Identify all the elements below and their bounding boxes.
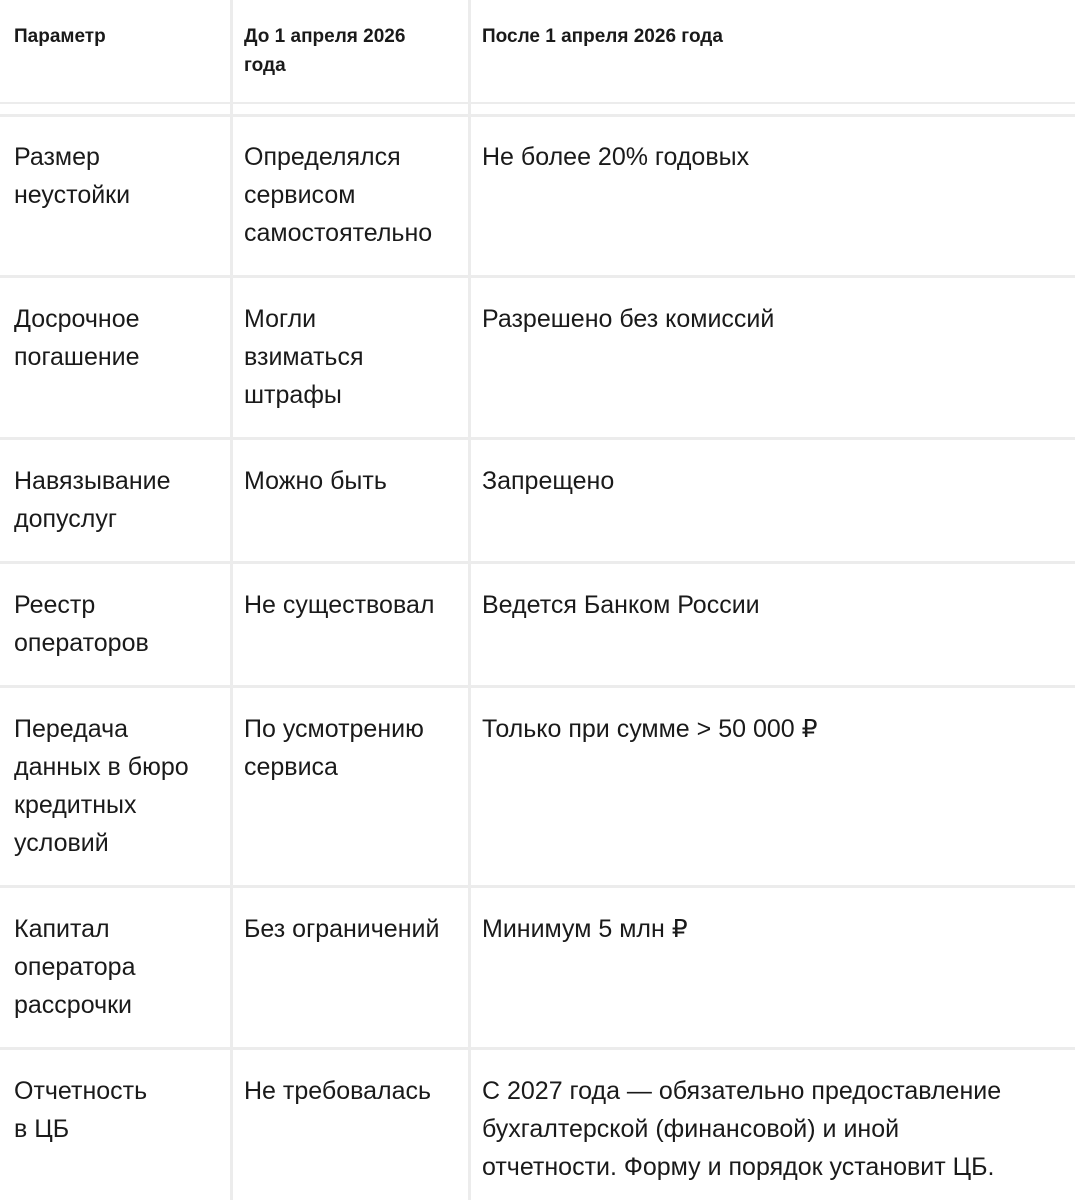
table-row xyxy=(0,440,1075,561)
cell-parameter: Отчетность в ЦБ xyxy=(14,1077,148,1143)
cell-after: Ведется Банком России xyxy=(482,591,760,619)
cell-before: Можно быть xyxy=(244,467,387,495)
table-row xyxy=(0,888,1075,1047)
table-row xyxy=(0,1050,1075,1200)
cell-before: Определялся сервисом самостоятельно xyxy=(244,143,433,247)
cell-parameter: Навязывание допуслуг xyxy=(14,467,171,533)
cell-parameter: Досрочное погашение xyxy=(14,305,140,371)
cell-parameter: Размер неустойки xyxy=(14,143,131,209)
table-row xyxy=(0,278,1075,437)
cell-before: Не существовал xyxy=(244,591,435,619)
cell-before: По усмотрению сервиса xyxy=(244,715,424,781)
cell-after: Разрешено без комиссий xyxy=(482,305,775,333)
table-row xyxy=(0,564,1075,685)
cell-before: Могли взиматься штрафы xyxy=(244,305,364,409)
cell-before: Не требовалась xyxy=(244,1077,432,1105)
cell-before: Без ограничений xyxy=(244,915,440,943)
cell-after: Только при сумме > 50 000 ₽ xyxy=(482,715,818,743)
cell-parameter: Капитал оператора рассрочки xyxy=(14,915,136,1019)
header-before: До 1 апреля 2026 года xyxy=(244,26,406,76)
header-parameter: Параметр xyxy=(14,26,106,47)
cell-parameter: Передача данных в бюро кредитных условий xyxy=(14,715,189,857)
header-after: После 1 апреля 2026 года xyxy=(482,26,723,47)
table-header-row xyxy=(0,0,1075,102)
header-divider xyxy=(0,102,1075,104)
cell-after: С 2027 года — обязательно предоставление бухгалтерской (финансовой) и иной отчетности. Форму и порядок установит ЦБ. xyxy=(482,1077,1002,1181)
cell-after: Запрещено xyxy=(482,467,615,495)
cell-after: Не более 20% годовых xyxy=(482,143,750,171)
cell-parameter: Реестр операторов xyxy=(14,591,149,657)
table-row xyxy=(0,688,1075,885)
cell-after: Минимум 5 млн ₽ xyxy=(482,915,688,943)
table-row xyxy=(0,117,1075,275)
